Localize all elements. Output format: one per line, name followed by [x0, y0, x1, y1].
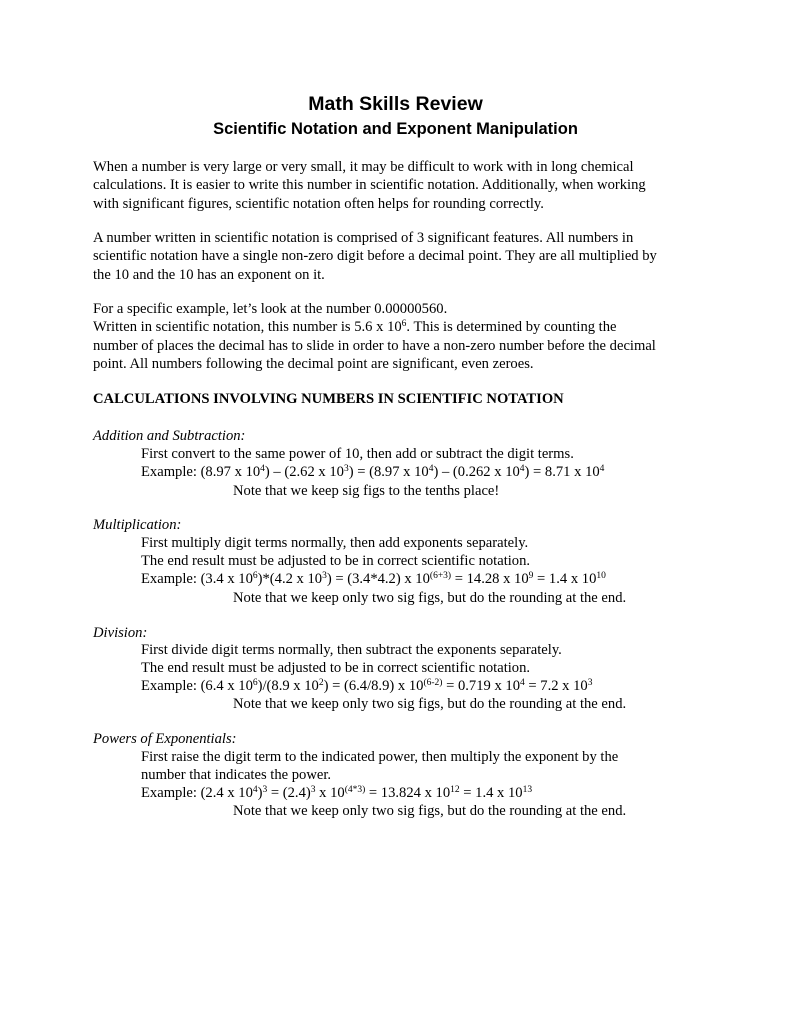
exponent: 4: [519, 464, 525, 474]
division-example: [141, 677, 592, 695]
document-title: Math Skills Review: [308, 93, 483, 115]
exponent: 6: [252, 571, 258, 581]
example-line: [93, 318, 713, 336]
example-text: Example: (2.4 x 10: [141, 785, 253, 801]
multiplication-rule: First multiply digit terms normally, then add exponents separately.: [141, 535, 529, 551]
example-text: = 1.4 x 10: [459, 785, 523, 801]
intro-paragraph: [93, 158, 713, 213]
exponent: 6: [401, 319, 407, 330]
exponent: 4: [260, 464, 265, 474]
example-text: ): [257, 785, 263, 801]
example-paragraph: [93, 300, 713, 374]
intro-line: calculations. It is easier to write this number in scientific notation. Additionally, when working: [93, 177, 646, 194]
addition-example: [141, 463, 604, 481]
exponent: (6-2): [423, 678, 443, 688]
powers-section-label: Powers of Exponentials:: [93, 731, 237, 747]
example-text: = 14.28 x 10: [451, 571, 529, 587]
addition-section-label: Addition and Subtraction:: [93, 428, 246, 444]
exponent: 3: [262, 785, 268, 795]
example-text: )/(8.9 x 10: [257, 678, 319, 694]
calculations-heading: CALCULATIONS INVOLVING NUMBERS IN SCIENTIFIC NOTATION: [93, 391, 564, 407]
features-paragraph: [93, 229, 713, 284]
example-text: Example: (8.97 x 10: [141, 464, 261, 480]
example-text: = 7.2 x 10: [524, 678, 588, 694]
exponent: 6: [252, 678, 258, 688]
exponent: 4: [599, 464, 605, 474]
example-text: Example: (3.4 x 10: [141, 571, 253, 587]
example-text: = 1.4 x 10: [533, 571, 597, 587]
exponent: 2: [318, 678, 324, 688]
features-line: scientific notation have a single non-zero digit before a decimal point. They are all multiplied by: [93, 248, 657, 265]
exponent: 3: [310, 785, 316, 795]
example-text: = (2.4): [267, 785, 311, 801]
division-rule: The end result must be adjusted to be in correct scientific notation.: [141, 660, 531, 676]
division-section-label: Division:: [93, 625, 148, 641]
features-line: A number written in scientific notation is comprised of 3 significant features. All numbers in: [93, 230, 634, 246]
intro-line: with significant figures, scientific notation often helps for rounding correctly.: [93, 195, 544, 212]
powers-rule: First raise the digit term to the indicated power, then multiply the exponent by the: [141, 749, 619, 765]
addition-note: Note that we keep sig figs to the tenths place!: [233, 483, 500, 499]
multiplication-rule: The end result must be adjusted to be in correct scientific notation.: [141, 553, 531, 569]
exponent: 3: [343, 464, 349, 474]
example-line: For a specific example, let’s look at the number 0.00000560.: [93, 301, 448, 317]
example-text: . This is determined by counting the: [406, 319, 617, 336]
exponent: 13: [522, 785, 533, 795]
features-line: the 10 and the 10 has an exponent on it.: [93, 266, 325, 283]
example-text: ) = 8.71 x 10: [524, 464, 600, 480]
document-subtitle: Scientific Notation and Exponent Manipulation: [213, 120, 578, 138]
example-text: Written in scientific notation, this number is 5.6 x 10: [93, 319, 402, 336]
example-text: ) – (2.62 x 10: [264, 464, 344, 480]
example-text: Example: (6.4 x 10: [141, 678, 253, 694]
example-line: number of places the decimal has to slide in order to have a non-zero number before the decimal: [93, 337, 656, 354]
example-text: ) = (6.4/8.9) x 10: [323, 678, 424, 694]
exponent: 9: [528, 571, 534, 581]
multiplication-note: Note that we keep only two sig figs, but do the rounding at the end.: [233, 590, 627, 606]
exponent: 3: [587, 678, 593, 688]
multiplication-example: [141, 570, 606, 588]
exponent: 12: [450, 785, 460, 795]
example-text: ) = (8.97 x 10: [348, 464, 429, 480]
example-text: = 0.719 x 10: [442, 678, 520, 694]
exponent: (6+3): [429, 571, 452, 581]
division-rule: First divide digit terms normally, then subtract the exponents separately.: [141, 642, 562, 658]
exponent: 4: [252, 785, 258, 795]
example-line: point. All numbers following the decimal point are significant, even zeroes.: [93, 356, 534, 373]
exponent: (4*3): [344, 785, 366, 795]
example-text: ) = (3.4*4.2) x 10: [326, 571, 430, 587]
powers-note: Note that we keep only two sig figs, but do the rounding at the end.: [233, 803, 627, 819]
example-text: )*(4.2 x 10: [257, 571, 323, 587]
exponent: 4: [428, 464, 434, 474]
intro-line: When a number is very large or very small, it may be difficult to work with in long chemical: [93, 159, 634, 175]
powers-example: [141, 784, 532, 802]
example-text: = 13.824 x 10: [365, 785, 451, 801]
addition-rule: First convert to the same power of 10, then add or subtract the digit terms.: [141, 446, 574, 462]
multiplication-section-label: Multiplication:: [93, 517, 182, 533]
example-text: ) – (0.262 x 10: [433, 464, 520, 480]
exponent: 3: [322, 571, 327, 581]
powers-rule: number that indicates the power.: [141, 767, 332, 783]
example-text: x 10: [315, 785, 345, 801]
exponent: 4: [520, 678, 525, 688]
exponent: 10: [596, 571, 606, 581]
division-note: Note that we keep only two sig figs, but do the rounding at the end.: [233, 696, 627, 712]
